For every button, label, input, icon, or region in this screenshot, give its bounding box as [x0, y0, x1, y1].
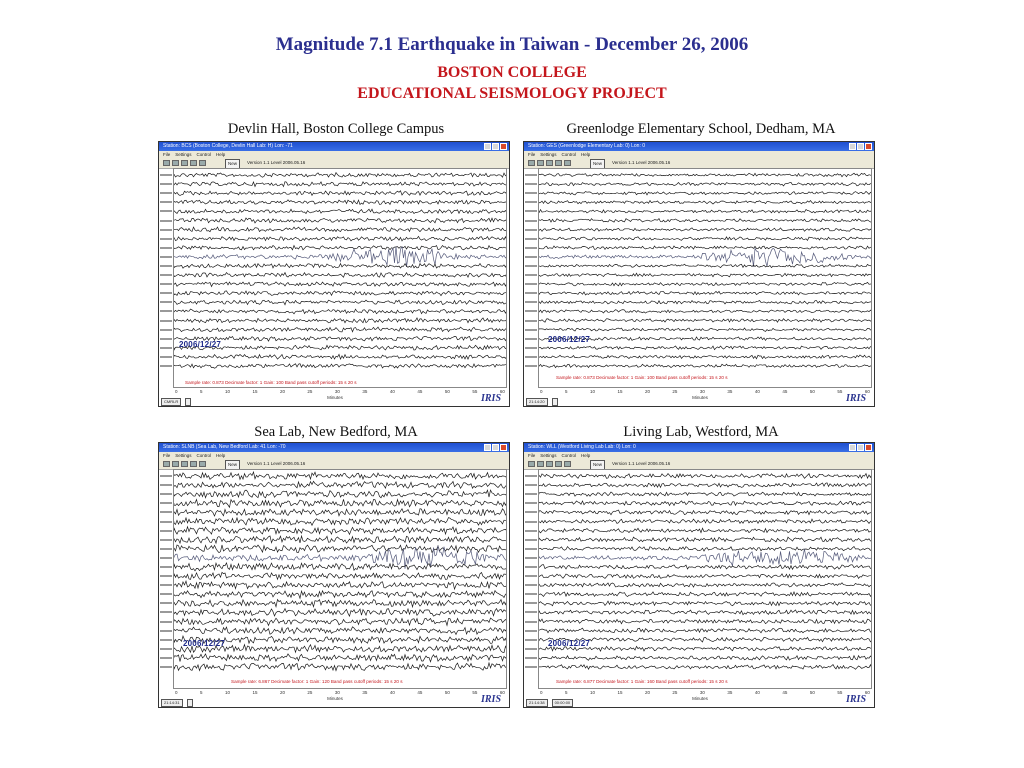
- seismic-trace: [174, 509, 507, 516]
- seismic-trace: [539, 364, 872, 368]
- status-bar: [161, 398, 191, 405]
- seismic-trace: [539, 628, 872, 633]
- seismogram-window: [523, 141, 875, 407]
- seismic-trace: [539, 301, 872, 305]
- hour-tick: [160, 238, 172, 240]
- menu-settings[interactable]: Settings: [540, 152, 557, 157]
- hour-tick: [525, 356, 537, 358]
- seismic-trace: [539, 501, 872, 506]
- panel-label-sealab: Sea Lab, New Bedford, MA: [254, 424, 418, 440]
- menu-control[interactable]: Control: [561, 453, 577, 458]
- hour-tick: [525, 602, 537, 604]
- status-bar: [161, 699, 193, 706]
- seismic-trace: [539, 610, 872, 615]
- hour-tick: [525, 338, 537, 340]
- filter-icon[interactable]: [199, 461, 206, 467]
- seismic-trace: [174, 536, 507, 543]
- minimize-icon[interactable]: [484, 143, 491, 150]
- maximize-icon[interactable]: [492, 143, 499, 150]
- seismic-trace: [174, 309, 507, 314]
- seismic-trace: [174, 499, 507, 507]
- seismic-trace: [174, 264, 507, 269]
- status-field: 21:14:38: [526, 699, 548, 707]
- hour-tick: [160, 502, 172, 504]
- window-titlebar[interactable]: [159, 142, 509, 151]
- trace-date: 2006/12/27: [183, 639, 226, 648]
- hour-tick: [160, 274, 172, 276]
- hour-tick: [160, 320, 172, 322]
- wave-icon[interactable]: [546, 461, 553, 467]
- seismic-trace: [174, 618, 507, 625]
- menu-bar: [524, 151, 874, 158]
- hour-tick: [525, 220, 537, 222]
- window-titlebar[interactable]: [524, 443, 874, 452]
- hour-tick: [160, 530, 172, 532]
- hour-tick: [160, 265, 172, 267]
- version-text: Version 1.1 Level 2006.05.16: [612, 160, 671, 165]
- seismic-trace: [174, 490, 507, 498]
- close-icon[interactable]: [865, 143, 872, 150]
- seismic-trace: [174, 273, 507, 278]
- seismic-trace: [174, 209, 507, 213]
- status-field: 00:00:00: [552, 699, 574, 707]
- hour-tick: [525, 292, 537, 294]
- seismic-trace: [539, 574, 872, 579]
- hour-tick: [160, 365, 172, 367]
- menu-settings[interactable]: Settings: [540, 453, 557, 458]
- hour-tick: [160, 210, 172, 212]
- seismic-trace: [539, 656, 872, 661]
- wave-icon[interactable]: [172, 160, 179, 166]
- seismic-trace: [174, 627, 507, 635]
- close-icon[interactable]: [500, 143, 507, 150]
- seismic-trace: [539, 492, 872, 496]
- hour-tick: [160, 630, 172, 632]
- x-axis-ticks: 0 5 10 15 20 25 30 35 40 45 50 55 60: [175, 389, 505, 394]
- hour-tick: [525, 310, 537, 312]
- hour-tick: [160, 347, 172, 349]
- zoom-icon[interactable]: [555, 160, 562, 166]
- menu-control[interactable]: Control: [196, 453, 212, 458]
- sample-info: Sample rate: 6.867 Decimate factor: 1 Gain: 120 Band pass cutoff periods: 15 s 20 s: [231, 679, 403, 684]
- iris-logo: IRIS: [480, 393, 501, 404]
- seismic-trace: [174, 182, 507, 187]
- hour-tick: [160, 310, 172, 312]
- menu-file[interactable]: File: [528, 453, 536, 458]
- hour-tick: [525, 666, 537, 668]
- hour-tick: [525, 320, 537, 322]
- hour-labels: [160, 172, 172, 382]
- wave-icon[interactable]: [181, 461, 188, 467]
- hour-tick: [525, 511, 537, 513]
- hour-tick: [525, 648, 537, 650]
- hour-tick: [525, 484, 537, 486]
- hour-tick: [525, 530, 537, 532]
- hour-tick: [160, 657, 172, 659]
- hour-tick: [160, 256, 172, 258]
- window-title: Station: GES (Greenlodge Elementary Lab: 0) Lon: 0: [528, 143, 646, 149]
- hour-tick: [160, 602, 172, 604]
- seismogram-plot: [538, 469, 872, 689]
- hour-tick: [525, 247, 537, 249]
- new-button[interactable]: New: [225, 159, 240, 169]
- seismic-trace: [174, 191, 507, 196]
- seismic-trace: [174, 654, 507, 662]
- seismic-trace: [174, 200, 507, 205]
- seismic-trace: [174, 563, 507, 571]
- seismogram-window: [158, 442, 510, 708]
- hour-tick: [525, 557, 537, 559]
- seismic-trace: [174, 345, 507, 350]
- seismic-trace: [539, 237, 872, 241]
- hour-tick: [525, 475, 537, 477]
- hour-tick: [525, 621, 537, 623]
- close-icon[interactable]: [500, 444, 507, 451]
- seismogram-plot: [173, 168, 507, 388]
- window-title: Station: SLNB (Sea Lab, New Bedford Lab: 41 Lon: -70: [163, 444, 286, 450]
- seismic-trace: [539, 328, 872, 331]
- hour-tick: [525, 566, 537, 568]
- hour-tick: [160, 566, 172, 568]
- open-icon[interactable]: [528, 160, 535, 166]
- hour-tick: [160, 557, 172, 559]
- seismic-trace: [174, 518, 507, 526]
- new-button[interactable]: New: [590, 159, 605, 169]
- hour-tick: [160, 666, 172, 668]
- menu-file[interactable]: File: [163, 453, 171, 458]
- filter-icon[interactable]: [199, 160, 206, 166]
- hour-tick: [525, 229, 537, 231]
- panel-label-greenlodge: Greenlodge Elementary School, Dedham, MA: [566, 121, 836, 137]
- trace-date: 2006/12/27: [548, 639, 591, 648]
- seismic-trace: [174, 481, 507, 488]
- org-name: BOSTON COLLEGE: [437, 64, 587, 81]
- hour-tick: [160, 356, 172, 358]
- x-axis-ticks: 0 5 10 15 20 25 30 35 40 45 50 55 60: [540, 690, 870, 695]
- hour-tick: [160, 548, 172, 550]
- minimize-icon[interactable]: [849, 444, 856, 451]
- hour-tick: [160, 183, 172, 185]
- seismic-trace: [539, 547, 872, 552]
- seismic-trace: [174, 354, 507, 359]
- x-axis-ticks: 0 5 10 15 20 25 30 35 40 45 50 55 60: [540, 389, 870, 394]
- seismic-trace: [539, 228, 872, 232]
- hour-tick: [525, 548, 537, 550]
- status-field: CMRLR: [161, 398, 181, 406]
- hour-tick: [160, 484, 172, 486]
- seismic-trace: [174, 246, 507, 250]
- hour-tick: [525, 347, 537, 349]
- seismic-trace: [174, 218, 507, 223]
- hour-tick: [160, 174, 172, 176]
- seismic-trace: [539, 665, 872, 670]
- seismic-trace: [174, 663, 507, 671]
- seismic-trace: [174, 300, 507, 305]
- status-field: [552, 398, 558, 406]
- seismic-trace: [539, 537, 872, 542]
- hour-tick: [525, 502, 537, 504]
- menu-bar: [159, 151, 509, 158]
- x-axis-label: Minutes: [327, 395, 343, 400]
- hour-tick: [160, 493, 172, 495]
- window-titlebar[interactable]: [524, 142, 874, 151]
- seismic-trace: [539, 583, 872, 587]
- seismic-trace: [539, 601, 872, 606]
- sample-info: Sample rate: 0.873 Decimate factor: 1 Gain: 100 Band pass cutoff periods: 15 s 20 s: [556, 375, 728, 380]
- hour-tick: [525, 192, 537, 194]
- seismic-trace: [539, 474, 872, 479]
- seismic-trace: [174, 591, 507, 599]
- seismic-trace: [539, 291, 872, 295]
- x-axis-label: Minutes: [692, 696, 708, 701]
- wave-icon[interactable]: [537, 160, 544, 166]
- menu-settings[interactable]: Settings: [175, 152, 192, 157]
- hour-tick: [525, 183, 537, 185]
- menu-help[interactable]: Help: [581, 453, 591, 458]
- status-field: [187, 699, 193, 707]
- hour-tick: [160, 247, 172, 249]
- hour-tick: [160, 329, 172, 331]
- seismogram-window: [523, 442, 875, 708]
- seismic-trace: [539, 346, 872, 350]
- seismic-trace: [539, 549, 872, 566]
- minimize-icon[interactable]: [849, 143, 856, 150]
- window-title: Station: BCS (Boston College, Devlin Hall Lab: H) Lon: -71: [163, 143, 293, 149]
- seismic-trace: [174, 581, 507, 589]
- hour-tick: [525, 639, 537, 641]
- x-axis-label: Minutes: [327, 696, 343, 701]
- version-text: Version 1.1 Level 2006.05.16: [247, 160, 306, 165]
- iris-logo: IRIS: [845, 393, 866, 404]
- seismic-trace: [174, 472, 507, 479]
- seismic-trace: [539, 173, 872, 177]
- seismogram-window: [158, 141, 510, 407]
- seismic-trace: [174, 318, 507, 323]
- seismic-trace: [539, 219, 872, 223]
- hour-tick: [525, 201, 537, 203]
- trace-date: 2006/12/27: [179, 340, 222, 349]
- x-axis-ticks: 0 5 10 15 20 25 30 35 40 45 50 55 60: [175, 690, 505, 695]
- window-titlebar[interactable]: [159, 443, 509, 452]
- wave-icon[interactable]: [181, 160, 188, 166]
- status-field: 21:14:20: [526, 398, 548, 406]
- seismic-trace: [174, 600, 507, 607]
- hour-tick: [525, 274, 537, 276]
- seismic-trace: [539, 210, 872, 213]
- hour-tick: [160, 338, 172, 340]
- menu-help[interactable]: Help: [216, 453, 226, 458]
- sample-info: Sample rate: 0.873 Decimate factor: 1 Gain: 100 Band pass cutoff periods: 15 s 20 s: [185, 380, 357, 385]
- seismic-trace: [174, 364, 507, 369]
- seismic-trace: [174, 545, 507, 553]
- wave-icon[interactable]: [546, 160, 553, 166]
- hour-tick: [160, 593, 172, 595]
- close-icon[interactable]: [865, 444, 872, 451]
- hour-labels: [160, 473, 172, 683]
- hour-tick: [525, 575, 537, 577]
- hour-tick: [525, 238, 537, 240]
- seismic-trace: [539, 483, 872, 488]
- maximize-icon[interactable]: [857, 444, 864, 451]
- hour-tick: [160, 521, 172, 523]
- hour-tick: [525, 657, 537, 659]
- open-icon[interactable]: [528, 461, 535, 467]
- seismogram-plot: [538, 168, 872, 388]
- hour-tick: [525, 365, 537, 367]
- seismic-trace: [539, 282, 872, 286]
- maximize-icon[interactable]: [492, 444, 499, 451]
- seismic-trace: [539, 273, 872, 277]
- hour-tick: [160, 575, 172, 577]
- hour-tick: [525, 611, 537, 613]
- hour-tick: [160, 283, 172, 285]
- hour-tick: [160, 475, 172, 477]
- menu-bar: [159, 452, 509, 459]
- open-icon[interactable]: [163, 160, 170, 166]
- seismic-trace: [539, 592, 872, 597]
- seismic-trace: [539, 264, 872, 268]
- seismic-trace: [174, 173, 507, 178]
- hour-tick: [160, 648, 172, 650]
- minimize-icon[interactable]: [484, 444, 491, 451]
- hour-tick: [160, 639, 172, 641]
- hour-tick: [525, 630, 537, 632]
- seismogram-plot: [173, 469, 507, 689]
- new-button[interactable]: New: [225, 460, 240, 470]
- iris-logo: IRIS: [845, 694, 866, 705]
- status-field: [185, 398, 191, 406]
- hour-tick: [160, 192, 172, 194]
- maximize-icon[interactable]: [857, 143, 864, 150]
- status-field: 21:14:31: [161, 699, 183, 707]
- version-text: Version 1.1 Level 2006.05.16: [612, 461, 671, 466]
- seismic-trace: [174, 572, 507, 579]
- hour-tick: [525, 301, 537, 303]
- hour-tick: [525, 174, 537, 176]
- seismic-trace: [539, 519, 872, 523]
- hour-tick: [525, 329, 537, 331]
- hour-tick: [525, 283, 537, 285]
- hour-labels: [525, 473, 537, 683]
- page-title: Magnitude 7.1 Earthquake in Taiwan - December 26, 2006: [275, 34, 749, 55]
- hour-tick: [525, 256, 537, 258]
- seismic-trace: [539, 355, 872, 359]
- hour-tick: [160, 301, 172, 303]
- hour-tick: [525, 584, 537, 586]
- hour-tick: [160, 229, 172, 231]
- new-button[interactable]: New: [590, 460, 605, 470]
- seismic-trace: [174, 527, 507, 535]
- seismic-trace: [174, 282, 507, 287]
- seismic-trace: [539, 248, 872, 267]
- seismic-trace: [539, 182, 872, 186]
- hour-tick: [525, 493, 537, 495]
- seismic-trace: [539, 191, 872, 195]
- hour-labels: [525, 172, 537, 382]
- filter-icon[interactable]: [564, 160, 571, 166]
- x-axis-label: Minutes: [692, 395, 708, 400]
- seismic-trace: [539, 510, 872, 515]
- zoom-icon[interactable]: [190, 160, 197, 166]
- seismic-trace: [174, 337, 507, 342]
- seismic-trace: [539, 565, 872, 570]
- hour-tick: [525, 539, 537, 541]
- menu-bar: [524, 452, 874, 459]
- panel-label-livinglab: Living Lab, Westford, MA: [623, 424, 779, 440]
- zoom-icon[interactable]: [555, 461, 562, 467]
- hour-tick: [160, 201, 172, 203]
- project-name: EDUCATIONAL SEISMOLOGY PROJECT: [357, 85, 667, 102]
- seismic-trace: [539, 201, 872, 205]
- hour-tick: [525, 210, 537, 212]
- hour-tick: [525, 521, 537, 523]
- seismic-trace: [174, 227, 507, 232]
- open-icon[interactable]: [163, 461, 170, 467]
- wave-icon[interactable]: [537, 461, 544, 467]
- hour-tick: [160, 621, 172, 623]
- menu-help[interactable]: Help: [216, 152, 226, 157]
- seismic-trace: [174, 236, 507, 241]
- hour-tick: [160, 611, 172, 613]
- hour-tick: [160, 220, 172, 222]
- trace-date: 2006/12/27: [548, 335, 591, 344]
- menu-file[interactable]: File: [528, 152, 536, 157]
- hour-tick: [525, 265, 537, 267]
- hour-tick: [160, 539, 172, 541]
- hour-tick: [525, 593, 537, 595]
- seismic-trace: [174, 327, 507, 332]
- filter-icon[interactable]: [564, 461, 571, 467]
- zoom-icon[interactable]: [190, 461, 197, 467]
- hour-tick: [160, 584, 172, 586]
- hour-tick: [160, 511, 172, 513]
- panel-label-devlin: Devlin Hall, Boston College Campus: [227, 121, 445, 137]
- hour-tick: [160, 292, 172, 294]
- menu-control[interactable]: Control: [561, 152, 577, 157]
- window-title: Station: WLL (Westford Living Lab Lab: 0) Lon: 0: [528, 444, 636, 450]
- status-bar: [526, 398, 558, 405]
- wave-icon[interactable]: [172, 461, 179, 467]
- sample-info: Sample rate: 6.877 Decimate factor: 1 Gain: 160 Band pass cutoff periods: 15 s 20 s: [556, 679, 728, 684]
- seismic-trace: [539, 319, 872, 323]
- menu-file[interactable]: File: [163, 152, 171, 157]
- menu-control[interactable]: Control: [196, 152, 212, 157]
- seismic-trace: [539, 619, 872, 624]
- seismic-trace: [539, 310, 872, 314]
- seismic-trace: [539, 246, 872, 249]
- menu-help[interactable]: Help: [581, 152, 591, 157]
- seismic-trace: [539, 528, 872, 533]
- seismic-trace: [174, 609, 507, 617]
- iris-logo: IRIS: [480, 694, 501, 705]
- version-text: Version 1.1 Level 2006.05.16: [247, 461, 306, 466]
- menu-settings[interactable]: Settings: [175, 453, 192, 458]
- seismic-trace: [174, 291, 507, 296]
- status-bar: [526, 699, 573, 706]
